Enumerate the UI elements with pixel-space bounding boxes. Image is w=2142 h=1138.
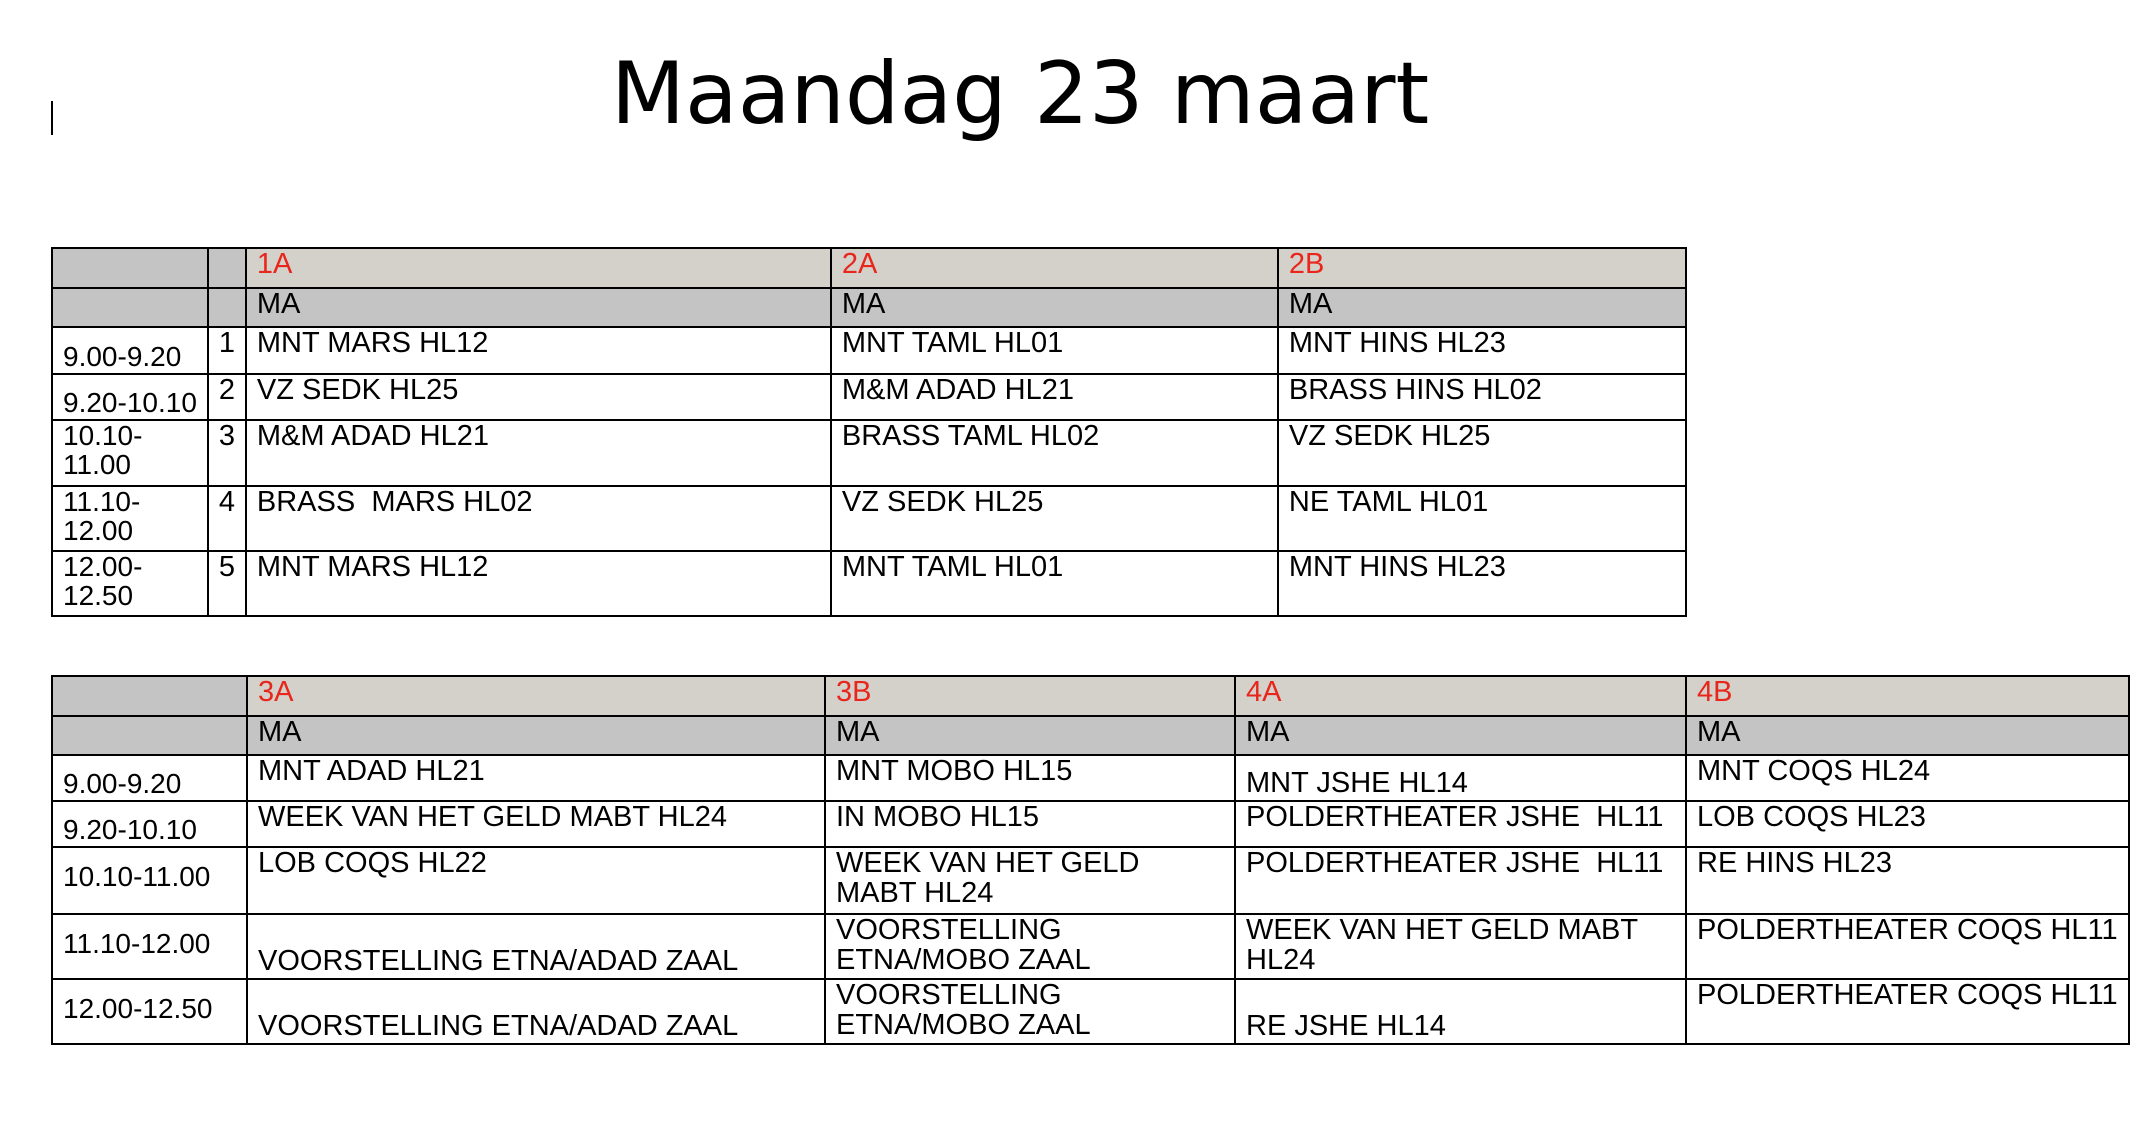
lesson-cell: MNT HINS HL23 xyxy=(1278,327,1686,374)
table-row xyxy=(52,801,2129,847)
time-cell: 12.00-12.50 xyxy=(52,979,247,1044)
subheader-cell: MA xyxy=(831,288,1278,327)
table-row xyxy=(52,914,2129,979)
lesson-cell: M&M ADAD HL21 xyxy=(831,374,1278,420)
time-cell: 12.00-12.50 xyxy=(52,551,208,616)
page-title: Maandag 23 maart xyxy=(610,44,1430,144)
subheader-cell: MA xyxy=(246,288,831,327)
lesson-cell: IN MOBO HL15 xyxy=(825,801,1235,847)
period-cell: 2 xyxy=(208,374,246,420)
subheader-cell: MA xyxy=(1278,288,1686,327)
lesson-cell: BRASS MARS HL02 xyxy=(246,486,831,551)
lesson-cell: BRASS TAML HL02 xyxy=(831,420,1278,486)
subheader-cell: MA xyxy=(247,716,825,755)
table-row xyxy=(52,486,1686,551)
time-cell: 9.20-10.10 xyxy=(52,374,208,420)
time-cell: 11.10-12.00 xyxy=(52,486,208,551)
time-cell: 9.00-9.20 xyxy=(52,327,208,374)
lesson-cell: MNT MARS HL12 xyxy=(246,327,831,374)
subheader-row xyxy=(52,288,1686,327)
period-cell: 4 xyxy=(208,486,246,551)
table-row xyxy=(52,420,1686,486)
lesson-cell: VOORSTELLING ETNA/MOBO ZAAL xyxy=(825,979,1235,1044)
lesson-cell: RE JSHE HL14 xyxy=(1235,979,1686,1044)
class-header-row xyxy=(52,248,1686,288)
lesson-cell: WEEK VAN HET GELD MABT HL24 xyxy=(1235,914,1686,979)
lesson-cell: VZ SEDK HL25 xyxy=(246,374,831,420)
class-header: 3B xyxy=(825,676,1235,716)
class-header: 1A xyxy=(246,248,831,288)
period-cell: 1 xyxy=(208,327,246,374)
lesson-cell: MNT JSHE HL14 xyxy=(1235,755,1686,801)
lesson-cell: BRASS HINS HL02 xyxy=(1278,374,1686,420)
lesson-cell: POLDERTHEATER COQS HL11 xyxy=(1686,914,2129,979)
class-header: 4B xyxy=(1686,676,2129,716)
period-cell: 3 xyxy=(208,420,246,486)
class-header: 3A xyxy=(247,676,825,716)
subheader-row xyxy=(52,716,2129,755)
time-cell: 9.00-9.20 xyxy=(52,755,247,801)
subheader-corner-cell xyxy=(52,288,208,327)
time-cell: 11.10-12.00 xyxy=(52,914,247,979)
lesson-cell: MNT MARS HL12 xyxy=(246,551,831,616)
subheader-cell: MA xyxy=(1235,716,1686,755)
lesson-cell: POLDERTHEATER JSHE HL11 xyxy=(1235,801,1686,847)
time-cell: 10.10-11.00 xyxy=(52,847,247,914)
subheader-cell: MA xyxy=(825,716,1235,755)
time-cell: 10.10-11.00 xyxy=(52,420,208,486)
header-period-cell xyxy=(208,248,246,288)
lesson-cell: MNT HINS HL23 xyxy=(1278,551,1686,616)
table-row xyxy=(52,374,1686,420)
lesson-cell: WEEK VAN HET GELD MABT HL24 xyxy=(247,801,825,847)
time-cell: 9.20-10.10 xyxy=(52,801,247,847)
lesson-cell: VOORSTELLING ETNA/MOBO ZAAL xyxy=(825,914,1235,979)
schedule-table-2 xyxy=(51,675,2130,1045)
lesson-cell: NE TAML HL01 xyxy=(1278,486,1686,551)
lesson-cell: VZ SEDK HL25 xyxy=(831,486,1278,551)
class-header: 4A xyxy=(1235,676,1686,716)
lesson-cell: VOORSTELLING ETNA/ADAD ZAAL xyxy=(247,914,825,979)
lesson-cell: MNT TAML HL01 xyxy=(831,551,1278,616)
header-corner-cell xyxy=(52,248,208,288)
lesson-cell: VOORSTELLING ETNA/ADAD ZAAL xyxy=(247,979,825,1044)
lesson-cell: LOB COQS HL22 xyxy=(247,847,825,914)
class-header-row xyxy=(52,676,2129,716)
subheader-corner-cell xyxy=(52,716,247,755)
lesson-cell: VZ SEDK HL25 xyxy=(1278,420,1686,486)
lesson-cell: MNT COQS HL24 xyxy=(1686,755,2129,801)
lesson-cell: POLDERTHEATER JSHE HL11 xyxy=(1235,847,1686,914)
subheader-cell: MA xyxy=(1686,716,2129,755)
table-row xyxy=(52,755,2129,801)
header-corner-cell xyxy=(52,676,247,716)
class-header: 2A xyxy=(831,248,1278,288)
schedule-table-1 xyxy=(51,247,1687,617)
lesson-cell: MNT TAML HL01 xyxy=(831,327,1278,374)
lesson-cell: POLDERTHEATER COQS HL11 xyxy=(1686,979,2129,1044)
table-row xyxy=(52,327,1686,374)
table-row xyxy=(52,847,2129,914)
lesson-cell: M&M ADAD HL21 xyxy=(246,420,831,486)
subheader-period-cell xyxy=(208,288,246,327)
table-row xyxy=(52,979,2129,1044)
lesson-cell: WEEK VAN HET GELD MABT HL24 xyxy=(825,847,1235,914)
table-row xyxy=(52,551,1686,616)
class-header: 2B xyxy=(1278,248,1686,288)
lesson-cell: LOB COQS HL23 xyxy=(1686,801,2129,847)
period-cell: 5 xyxy=(208,551,246,616)
lesson-cell: MNT ADAD HL21 xyxy=(247,755,825,801)
lesson-cell: RE HINS HL23 xyxy=(1686,847,2129,914)
lesson-cell: MNT MOBO HL15 xyxy=(825,755,1235,801)
